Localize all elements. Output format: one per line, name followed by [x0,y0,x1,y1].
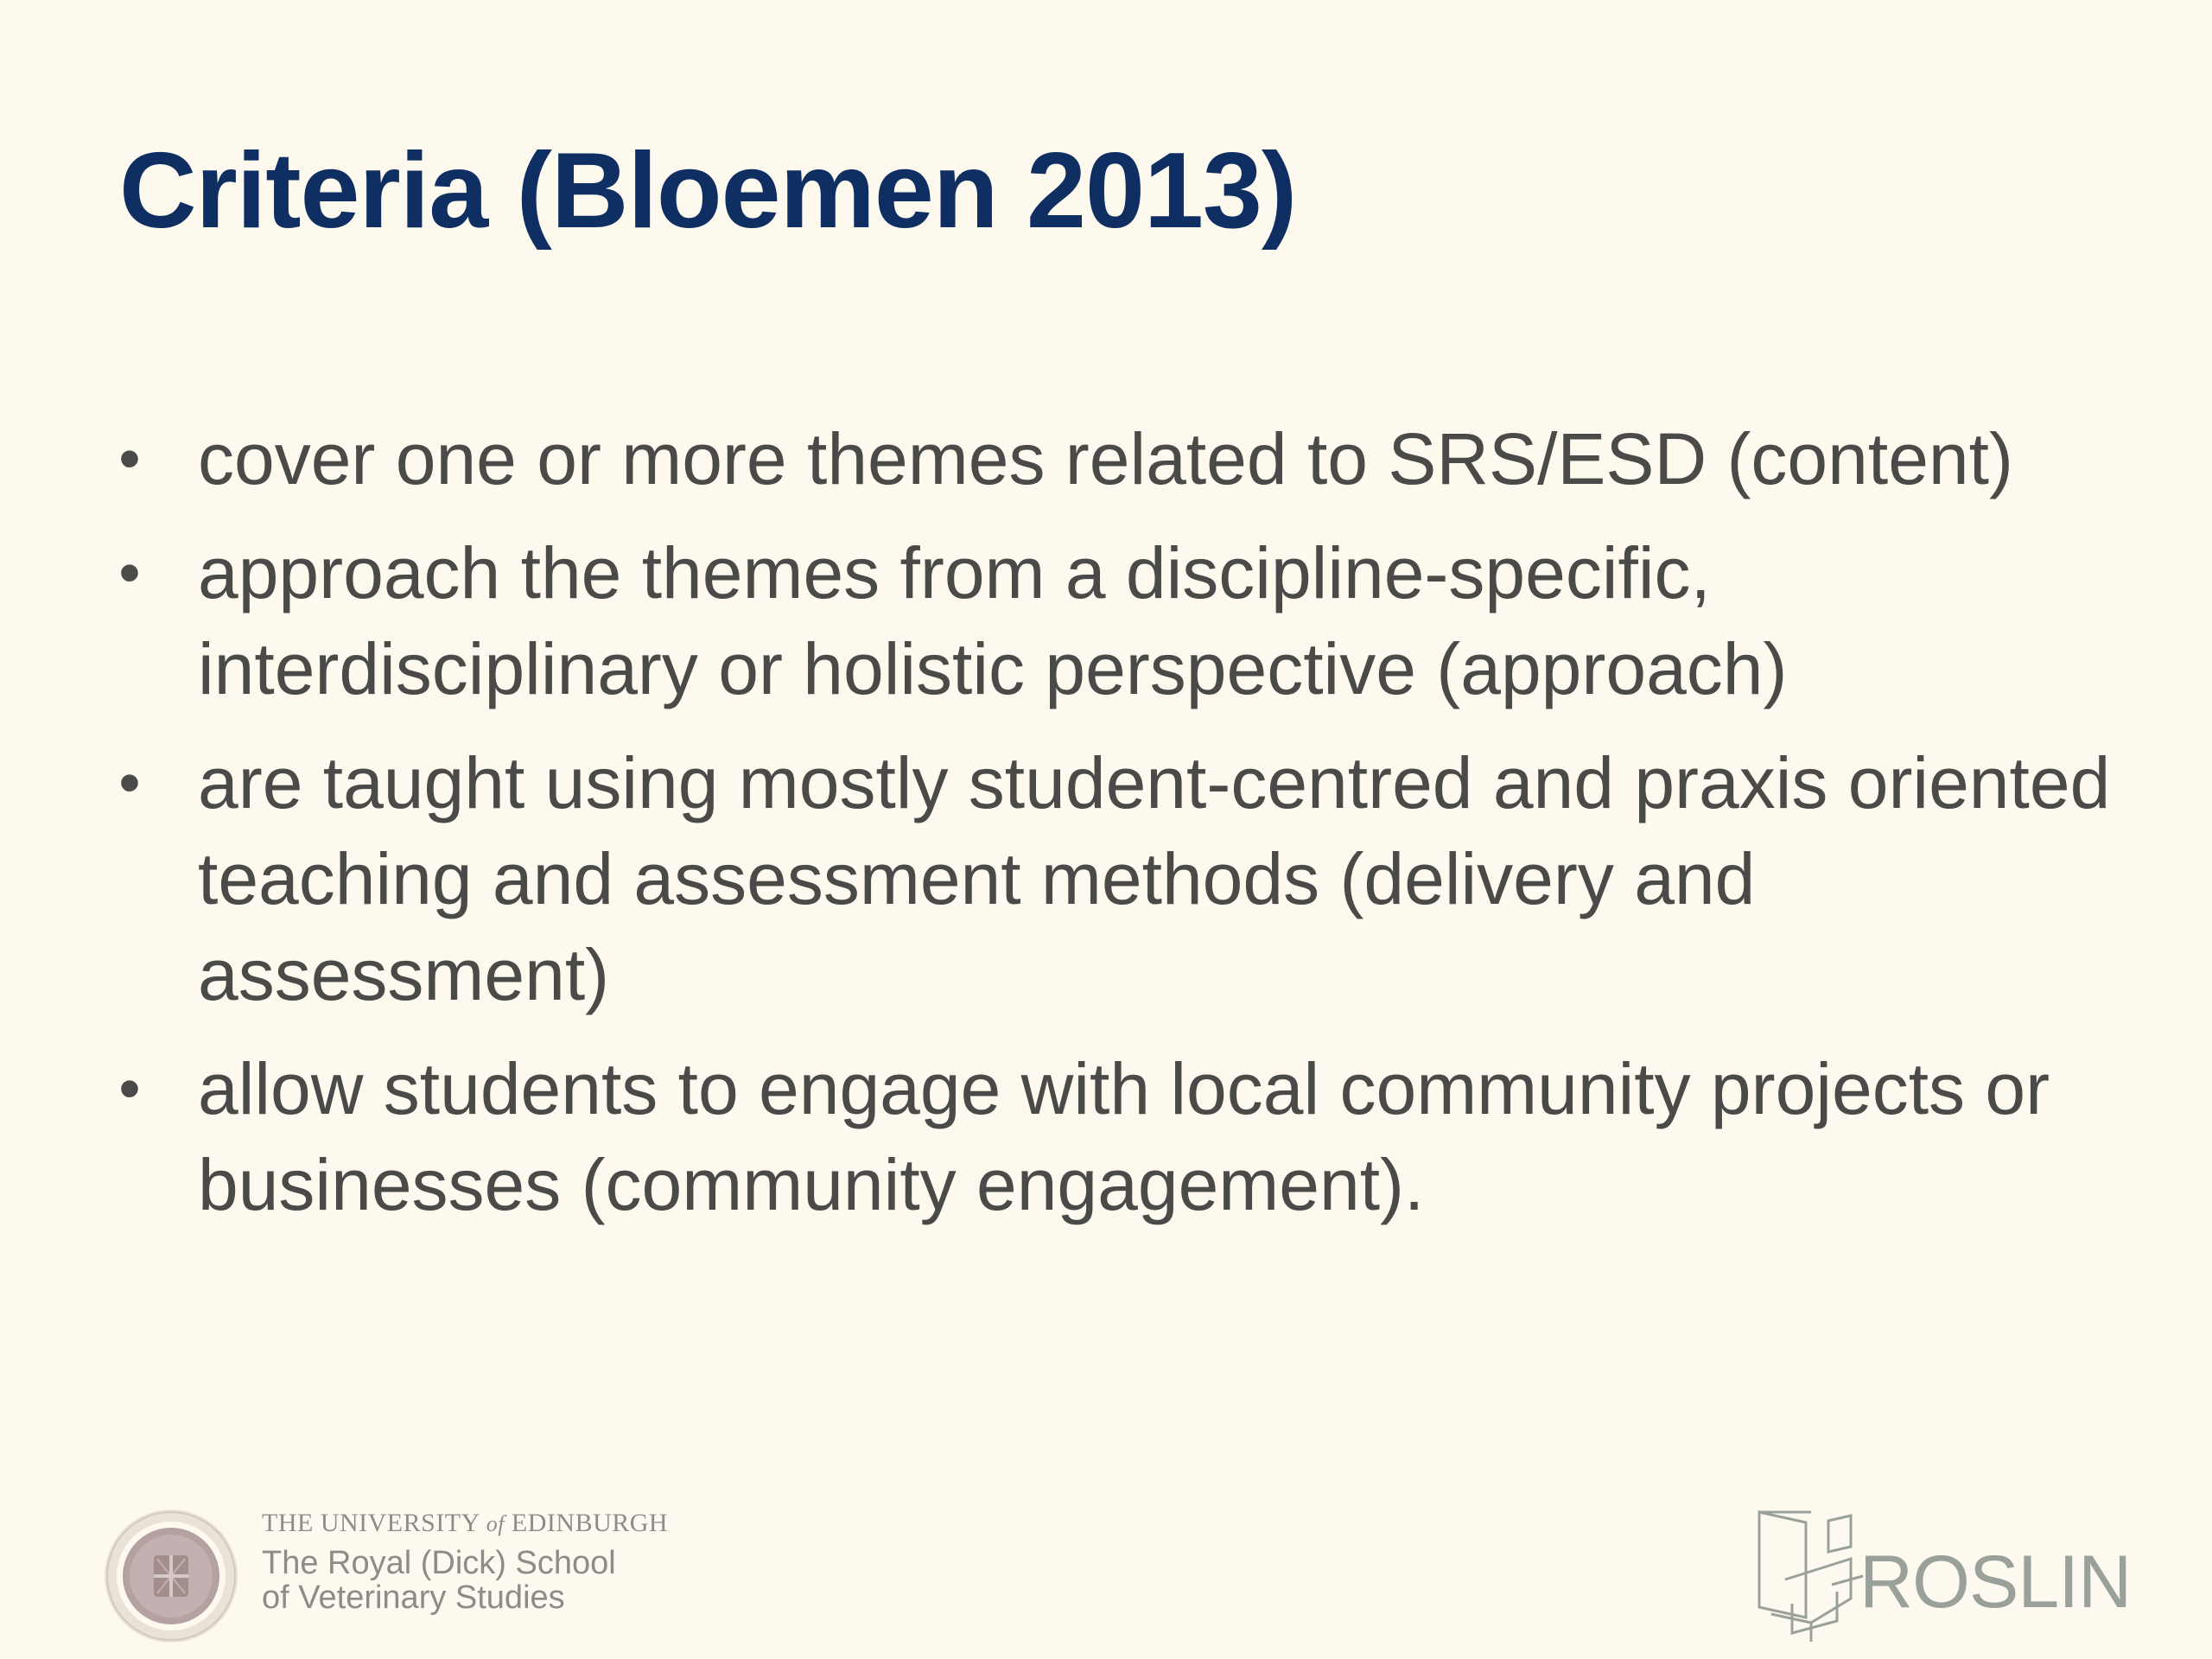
school-name-line-1: The Royal (Dick) School [262,1545,616,1581]
university-logo [104,1502,674,1640]
bullet-dot-icon: • [118,1054,141,1123]
roslin-logo [1754,1503,2132,1642]
university-name: THE UNIVERSITY of EDINBURGH [262,1509,669,1537]
bullet-text: are taught using mostly student-centred and praxis oriented teaching and assessment methods (delivery and assessment) [198,742,2111,1015]
roslin-wordmark: ROSLIN [1859,1541,2132,1624]
bullet-dot-icon: • [118,748,141,817]
slide-title: Criteria (Bloemen 2013) [119,131,1297,251]
university-crest-icon [104,1509,238,1643]
bullet-item [112,735,2126,1023]
bullet-dot-icon: • [118,538,141,607]
bullet-item [112,411,2126,507]
school-name-line-2: of Veterinary Studies [262,1580,565,1616]
bullet-item [112,1041,2126,1233]
bullet-text: allow students to engage with local community projects or businesses (community engagement). [198,1048,2050,1225]
roslin-logo-icon [1754,1503,1875,1642]
bullet-dot-icon: • [118,424,141,493]
bullet-text: cover one or more themes related to SRS/ESD (content) [198,418,2013,499]
bullet-text: approach the themes from a discipline-specific, interdisciplinary or holistic perspective (approach) [198,532,1788,709]
bullet-item [112,525,2126,717]
bullet-list [112,411,2126,1251]
